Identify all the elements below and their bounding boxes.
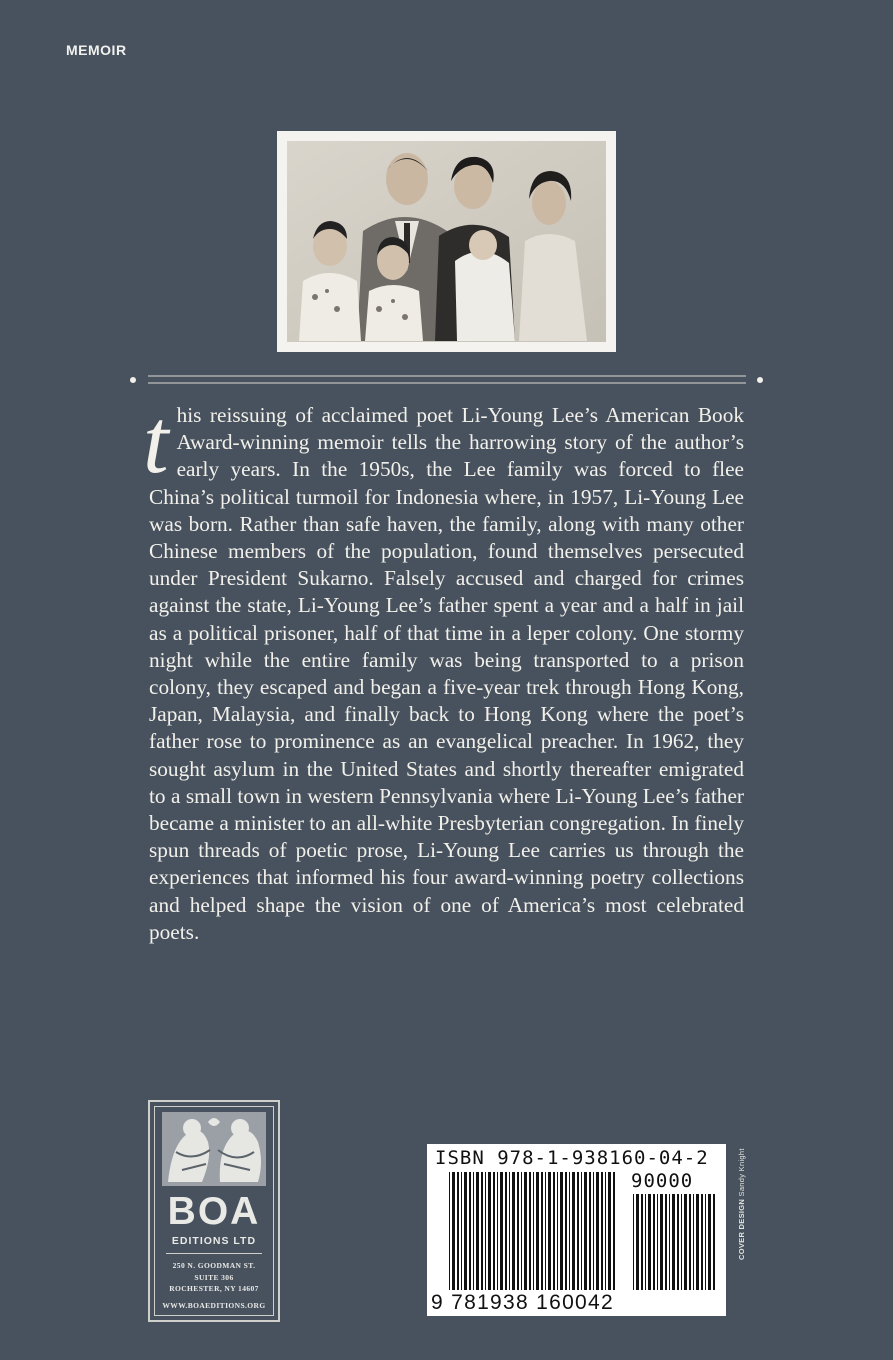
barcode-bar	[693, 1194, 694, 1290]
barcode-bar	[645, 1194, 646, 1290]
isbn-label: ISBN 978-1-938160-04-2	[435, 1147, 709, 1169]
barcode-bar	[517, 1172, 519, 1290]
barcode-bar	[713, 1194, 715, 1290]
barcode-bar	[493, 1172, 495, 1290]
publisher-rule	[166, 1253, 262, 1254]
barcode-bar	[473, 1172, 474, 1290]
publisher-logo	[148, 1100, 280, 1322]
family-photo	[277, 131, 616, 352]
barcode-bar	[689, 1194, 691, 1290]
barcode-bar	[452, 1172, 455, 1290]
barcode-bar	[481, 1172, 483, 1290]
barcode-bar	[488, 1172, 491, 1290]
barcode-bar	[669, 1194, 670, 1290]
ean-digits: 9 781938 160042	[431, 1291, 614, 1314]
publisher-website: WWW.BOAEDITIONS.ORG	[162, 1301, 266, 1310]
barcode-bar	[665, 1194, 667, 1290]
family-portrait-photo	[287, 141, 606, 342]
dropcap-letter: t	[143, 390, 169, 492]
barcode-bar	[464, 1172, 467, 1290]
blurb-text: his reissuing of acclaimed poet Li-Young Lee’s American Book Award-winning memoir tells the harrowing story of the author’s early years. In the 1950s, the Lee family was forced to flee China’s political turmoil for Indonesia where, in 1957, Li-Young Lee was born. Rather than safe haven, the family, along with many other Chinese members of the population, found themselves persecuted under President Sukarno. Falsely accused and charged for crimes against the state, Li-Young Lee’s father spent a year and a half in jail as a political prisoner, half of that time in a leper colony. One stormy night while the entire family was being transported to a prison colony, they escaped and began a five-year trek through Hong Kong, Japan, Malaysia, and finally back to Hong Kong where the poet’s father rose to prominence as an evangelical preacher. In 1962, they sought asylum in the United States and shortly thereafter emigrated to a small town in western Pennsylvania where Li-Young Lee’s father became a minister to an all-white Presbyterian congregation. In finely spun threads of poetic prose, Li-Young Lee carries us through the experiences that informed his four award-winning poetry collections and helped shape the vision of one of America’s most celebrated poets.	[149, 403, 744, 944]
credit-name: Sandy Knight	[737, 1148, 746, 1197]
barcode-bar	[684, 1194, 687, 1290]
barcode-bar	[545, 1172, 546, 1290]
address-line-2: SUITE 306	[194, 1272, 234, 1282]
barcode-bar	[505, 1172, 507, 1290]
publisher-name: BOA	[167, 1190, 261, 1233]
boa-illustration-icon	[162, 1112, 266, 1186]
barcode-bar	[500, 1172, 503, 1290]
barcode-bar	[705, 1194, 706, 1290]
barcode-bar	[672, 1194, 675, 1290]
barcode-bar	[641, 1194, 643, 1290]
barcode-bar	[601, 1172, 603, 1290]
barcode-bar	[560, 1172, 563, 1290]
barcode-bar	[572, 1172, 575, 1290]
barcode-bar	[648, 1194, 651, 1290]
barcode-bar	[512, 1172, 515, 1290]
barcode-bar	[657, 1194, 658, 1290]
barcode-bar	[569, 1172, 570, 1290]
barcode-bars-addon	[633, 1194, 717, 1290]
barcode-bar	[565, 1172, 567, 1290]
barcode-bar	[461, 1172, 462, 1290]
address-line-3: ROCHESTER, NY 14607	[169, 1284, 259, 1293]
barcode-bar	[613, 1172, 615, 1290]
barcode-bar	[476, 1172, 479, 1290]
barcode-bar	[608, 1172, 611, 1290]
barcode-bar	[653, 1194, 655, 1290]
isbn-barcode	[427, 1144, 726, 1316]
barcode-bar	[581, 1172, 582, 1290]
genre-label: MEMOIR	[66, 42, 127, 58]
barcode-bar	[593, 1172, 594, 1290]
credit-label: COVER DESIGN	[737, 1198, 746, 1260]
barcode-bar	[541, 1172, 543, 1290]
barcode-bar	[533, 1172, 534, 1290]
publisher-subtitle: EDITIONS LTD	[171, 1235, 257, 1247]
barcode-bar	[681, 1194, 682, 1290]
barcode-bar	[605, 1172, 606, 1290]
cover-design-credit	[737, 1148, 746, 1260]
barcode-bar	[485, 1172, 486, 1290]
barcode-bar	[589, 1172, 591, 1290]
barcode-bar	[536, 1172, 539, 1290]
barcode-bar	[577, 1172, 579, 1290]
barcode-bar	[660, 1194, 663, 1290]
barcode-bars-main	[449, 1172, 617, 1290]
barcode-bar	[449, 1172, 450, 1290]
barcode-bar	[696, 1194, 699, 1290]
barcode-bar	[497, 1172, 498, 1290]
price-code: 90000	[631, 1170, 694, 1192]
barcode-bar	[529, 1172, 531, 1290]
barcode-bar	[548, 1172, 551, 1290]
barcode-bar	[524, 1172, 527, 1290]
publisher-address	[150, 1260, 278, 1295]
barcode-bar	[677, 1194, 679, 1290]
address-line-1: 250 N. GOODMAN ST.	[172, 1261, 256, 1270]
barcode-bar	[557, 1172, 558, 1290]
barcode-bar	[521, 1172, 522, 1290]
barcode-bar	[633, 1194, 634, 1290]
barcode-bar	[553, 1172, 555, 1290]
barcode-bar	[701, 1194, 703, 1290]
barcode-bar	[509, 1172, 510, 1290]
barcode-bar	[584, 1172, 587, 1290]
barcode-bar	[457, 1172, 459, 1290]
ornamental-divider	[128, 372, 768, 388]
barcode-bar	[596, 1172, 599, 1290]
barcode-bar	[469, 1172, 471, 1290]
barcode-bar	[636, 1194, 639, 1290]
barcode-bar	[708, 1194, 711, 1290]
description-blurb	[143, 390, 744, 946]
